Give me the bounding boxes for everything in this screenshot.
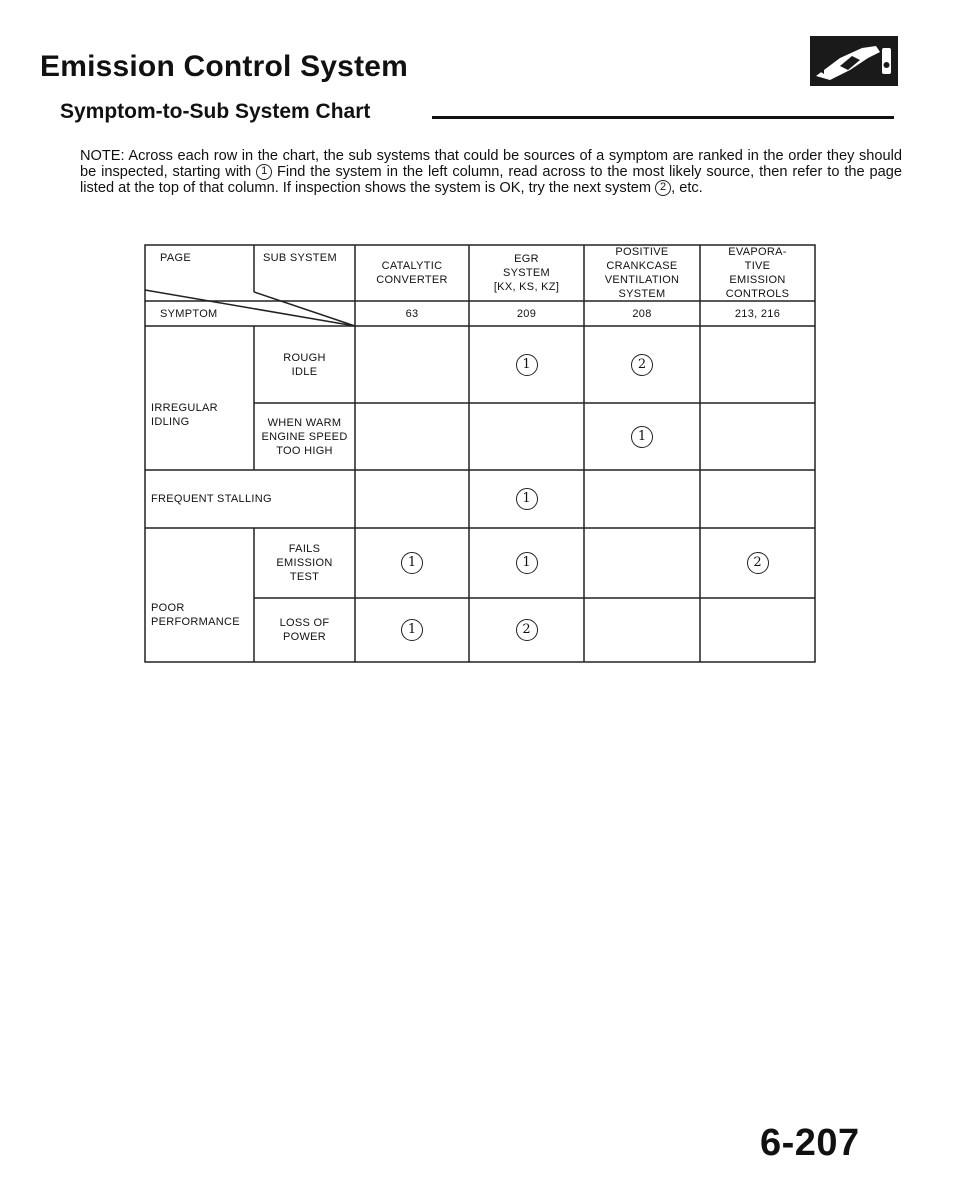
column-header xyxy=(584,247,700,299)
rank-mark: 1 xyxy=(516,552,538,574)
column-page-ref-line: 63 xyxy=(405,307,419,320)
column-header-line: CRANKCASE xyxy=(606,260,678,272)
symptom-row-label xyxy=(256,326,353,403)
note-text-2: Find the system in the left column, read across to the most likely source, then refer to the page listed at the top of that column. If inspection shows the system is OK, try the next system xyxy=(80,164,902,197)
page-number: 6-207 xyxy=(760,1122,860,1164)
symptom-row-label-line: WHEN WARM xyxy=(267,416,342,429)
symptom-row-label xyxy=(256,528,353,598)
rank-mark: 2 xyxy=(516,619,538,641)
rank-mark: 1 xyxy=(401,552,423,574)
symptom-group-line: POOR xyxy=(151,602,185,614)
column-header-line: POSITIVE xyxy=(615,246,669,258)
symptom-group xyxy=(151,568,255,662)
column-page-ref-line: 213, 216 xyxy=(734,307,781,320)
page-title: Emission Control System xyxy=(40,50,409,83)
symptom-row-label xyxy=(256,403,353,470)
column-header-line: EGR xyxy=(514,253,539,265)
symptom-row-label-line: TEST xyxy=(289,571,320,583)
note-label: NOTE: xyxy=(80,148,125,164)
column-header-line: SYSTEM xyxy=(618,288,666,300)
column-page-ref-line: 209 xyxy=(516,307,537,320)
column-header xyxy=(469,247,584,299)
column-header xyxy=(700,247,815,299)
symptom-row-label-line: ROUGH xyxy=(283,351,326,364)
symptom-row-label-line: FAILS xyxy=(288,543,321,555)
page-label: PAGE xyxy=(160,252,191,264)
symptom-group-line: PERFORMANCE xyxy=(151,616,240,628)
rank-mark: 1 xyxy=(401,619,423,641)
rank-mark: 1 xyxy=(516,354,538,376)
symptom-group-line: IDLING xyxy=(151,416,190,428)
note-text-3: , etc. xyxy=(671,180,703,197)
column-page-ref xyxy=(355,301,469,326)
sub-system-label: SUB SYSTEM xyxy=(263,252,337,264)
symptom-group-line: FREQUENT STALLING xyxy=(151,493,272,505)
column-page-ref xyxy=(469,301,584,326)
column-header xyxy=(355,247,469,299)
symptom-row-label-line: IDLE xyxy=(291,365,318,378)
chart-subtitle: Symptom-to-Sub System Chart xyxy=(60,100,371,123)
column-header-line: CATALYTIC xyxy=(381,260,443,272)
symptom-group xyxy=(151,470,351,528)
column-header-line: [KX, KS, KZ] xyxy=(493,281,560,293)
column-header-line: TIVE xyxy=(744,260,771,272)
symptom-row-label-line: LOSS OF xyxy=(279,617,330,629)
column-page-ref xyxy=(584,301,700,326)
symptom-row-label-line: ENGINE SPEED xyxy=(261,430,348,443)
symptom-row-label-line: EMISSION xyxy=(276,557,333,569)
column-header-line: EMISSION xyxy=(729,274,786,286)
rank-one-symbol: 1 xyxy=(256,164,272,180)
symptom-row-label xyxy=(256,598,353,662)
column-page-ref-line: 208 xyxy=(632,307,652,320)
symptom-row-label-line: TOO HIGH xyxy=(276,444,333,457)
symptom-group xyxy=(151,360,255,470)
symptom-label: SYMPTOM xyxy=(160,307,218,320)
rank-mark: 1 xyxy=(631,426,653,448)
note-text-1: Across each row in the chart, the sub systems that could be sources of a symptom are ranked in the order they should be inspected, starting with xyxy=(80,148,902,180)
symptom-group-line: IRREGULAR xyxy=(151,402,218,414)
column-header-line: CONTROLS xyxy=(725,288,790,300)
rank-mark: 2 xyxy=(631,354,653,376)
column-header-line: SYSTEM xyxy=(502,267,551,279)
column-header-line: EVAPORA- xyxy=(728,246,787,258)
column-page-ref xyxy=(700,301,815,326)
column-header-line: VENTILATION xyxy=(604,274,680,286)
rank-mark: 1 xyxy=(516,488,538,510)
column-header-line: CONVERTER xyxy=(376,274,448,286)
symptom-row-label-line: POWER xyxy=(282,631,327,643)
rank-two-symbol: 2 xyxy=(655,180,671,196)
rank-mark: 2 xyxy=(747,552,769,574)
